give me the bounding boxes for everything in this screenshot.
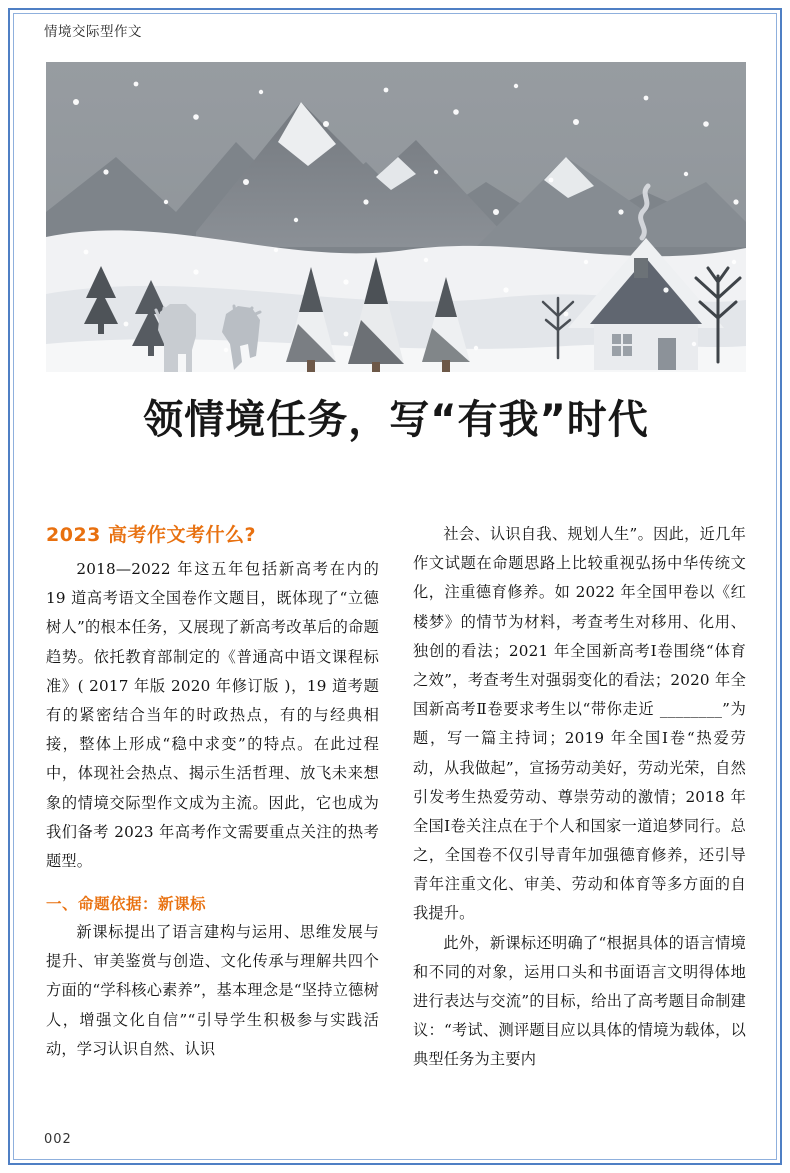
winter-snow-scene-illustration [46, 62, 746, 372]
article-body [46, 520, 746, 1110]
paragraph-left-2: 新课标提出了语言建构与运用、思维发展与提升、审美鉴赏与创造、文化传承与理解共四个方面的“学科核心素养”，基本理念是“坚持立德树人，增强文化自信”“引导学生积极参与实践活动，学习认识自然、认识 [46, 923, 379, 1058]
running-head: 情境交际型作文 [44, 24, 142, 40]
article-title: 领情境任务，写“有我”时代 [143, 397, 649, 443]
paragraph-right-1: 社会、认识自我、规划人生”。因此，近几年作文试题在命题思路上比较重视弘扬中华传统文化，注重德育修养。如 2022 年全国甲卷以《红楼梦》的情节为材料，考查考生对移用、化用、独创的看法；2021 年全国新高考Ⅰ卷围绕“体育之效”，考查考生对强弱变化的看法；2020 年全国新高考Ⅱ卷要求考生以“带你走近 ________”为题，写一篇主持词；2019 年全国Ⅰ卷“热爱劳动，从我做起”，宣扬劳动美好，劳动光荣，自然引发考生热爱劳动、尊崇劳动的激情；2018 年全国Ⅰ卷关注点在于个人和国家一道追梦同行。总之，全国卷不仅引导青年加强德育修养，还引导青年注重文化、审美、劳动和体育等多方面的自我提升。 [413, 525, 746, 923]
paragraph-right-2: 此外，新课标还明确了“根据具体的语言情境和不同的对象，运用口头和书面语言文明得体地进行表达与交流”的目标，给出了高考题目命制建议：“考试、测评题目应以具体的情境为载体，以典型任务为主要内 [413, 933, 746, 1069]
left-column [46, 520, 379, 1110]
paragraph-left-1: 2018—2022 年这五年包括新高考在内的 19 道高考语文全国卷作文题目，既体现了“立德树人”的根本任务，又展现了新高考改革后的命题趋势。依托教育部制定的《普通高中语文课程标准》( 2017 年版 2020 年修订版 )，19 道考题有的紧密结合当年的时政热点，有的与经典相接，整体上形成“稳中求变”的特点。在此过程中，体现社会热点、揭示生活哲理、放飞未来想象的情境交际型作文成为主流。因此，它也成为我们备考 2023 年高考作文需要重点关注的热考题型。 [46, 560, 379, 870]
page-number: 002 [44, 1132, 72, 1147]
section-heading-question: 2023 高考作文考什么? [46, 524, 257, 546]
right-column [413, 520, 746, 1110]
subsection-heading-basis: 一、命题依据：新课标 [46, 895, 207, 914]
